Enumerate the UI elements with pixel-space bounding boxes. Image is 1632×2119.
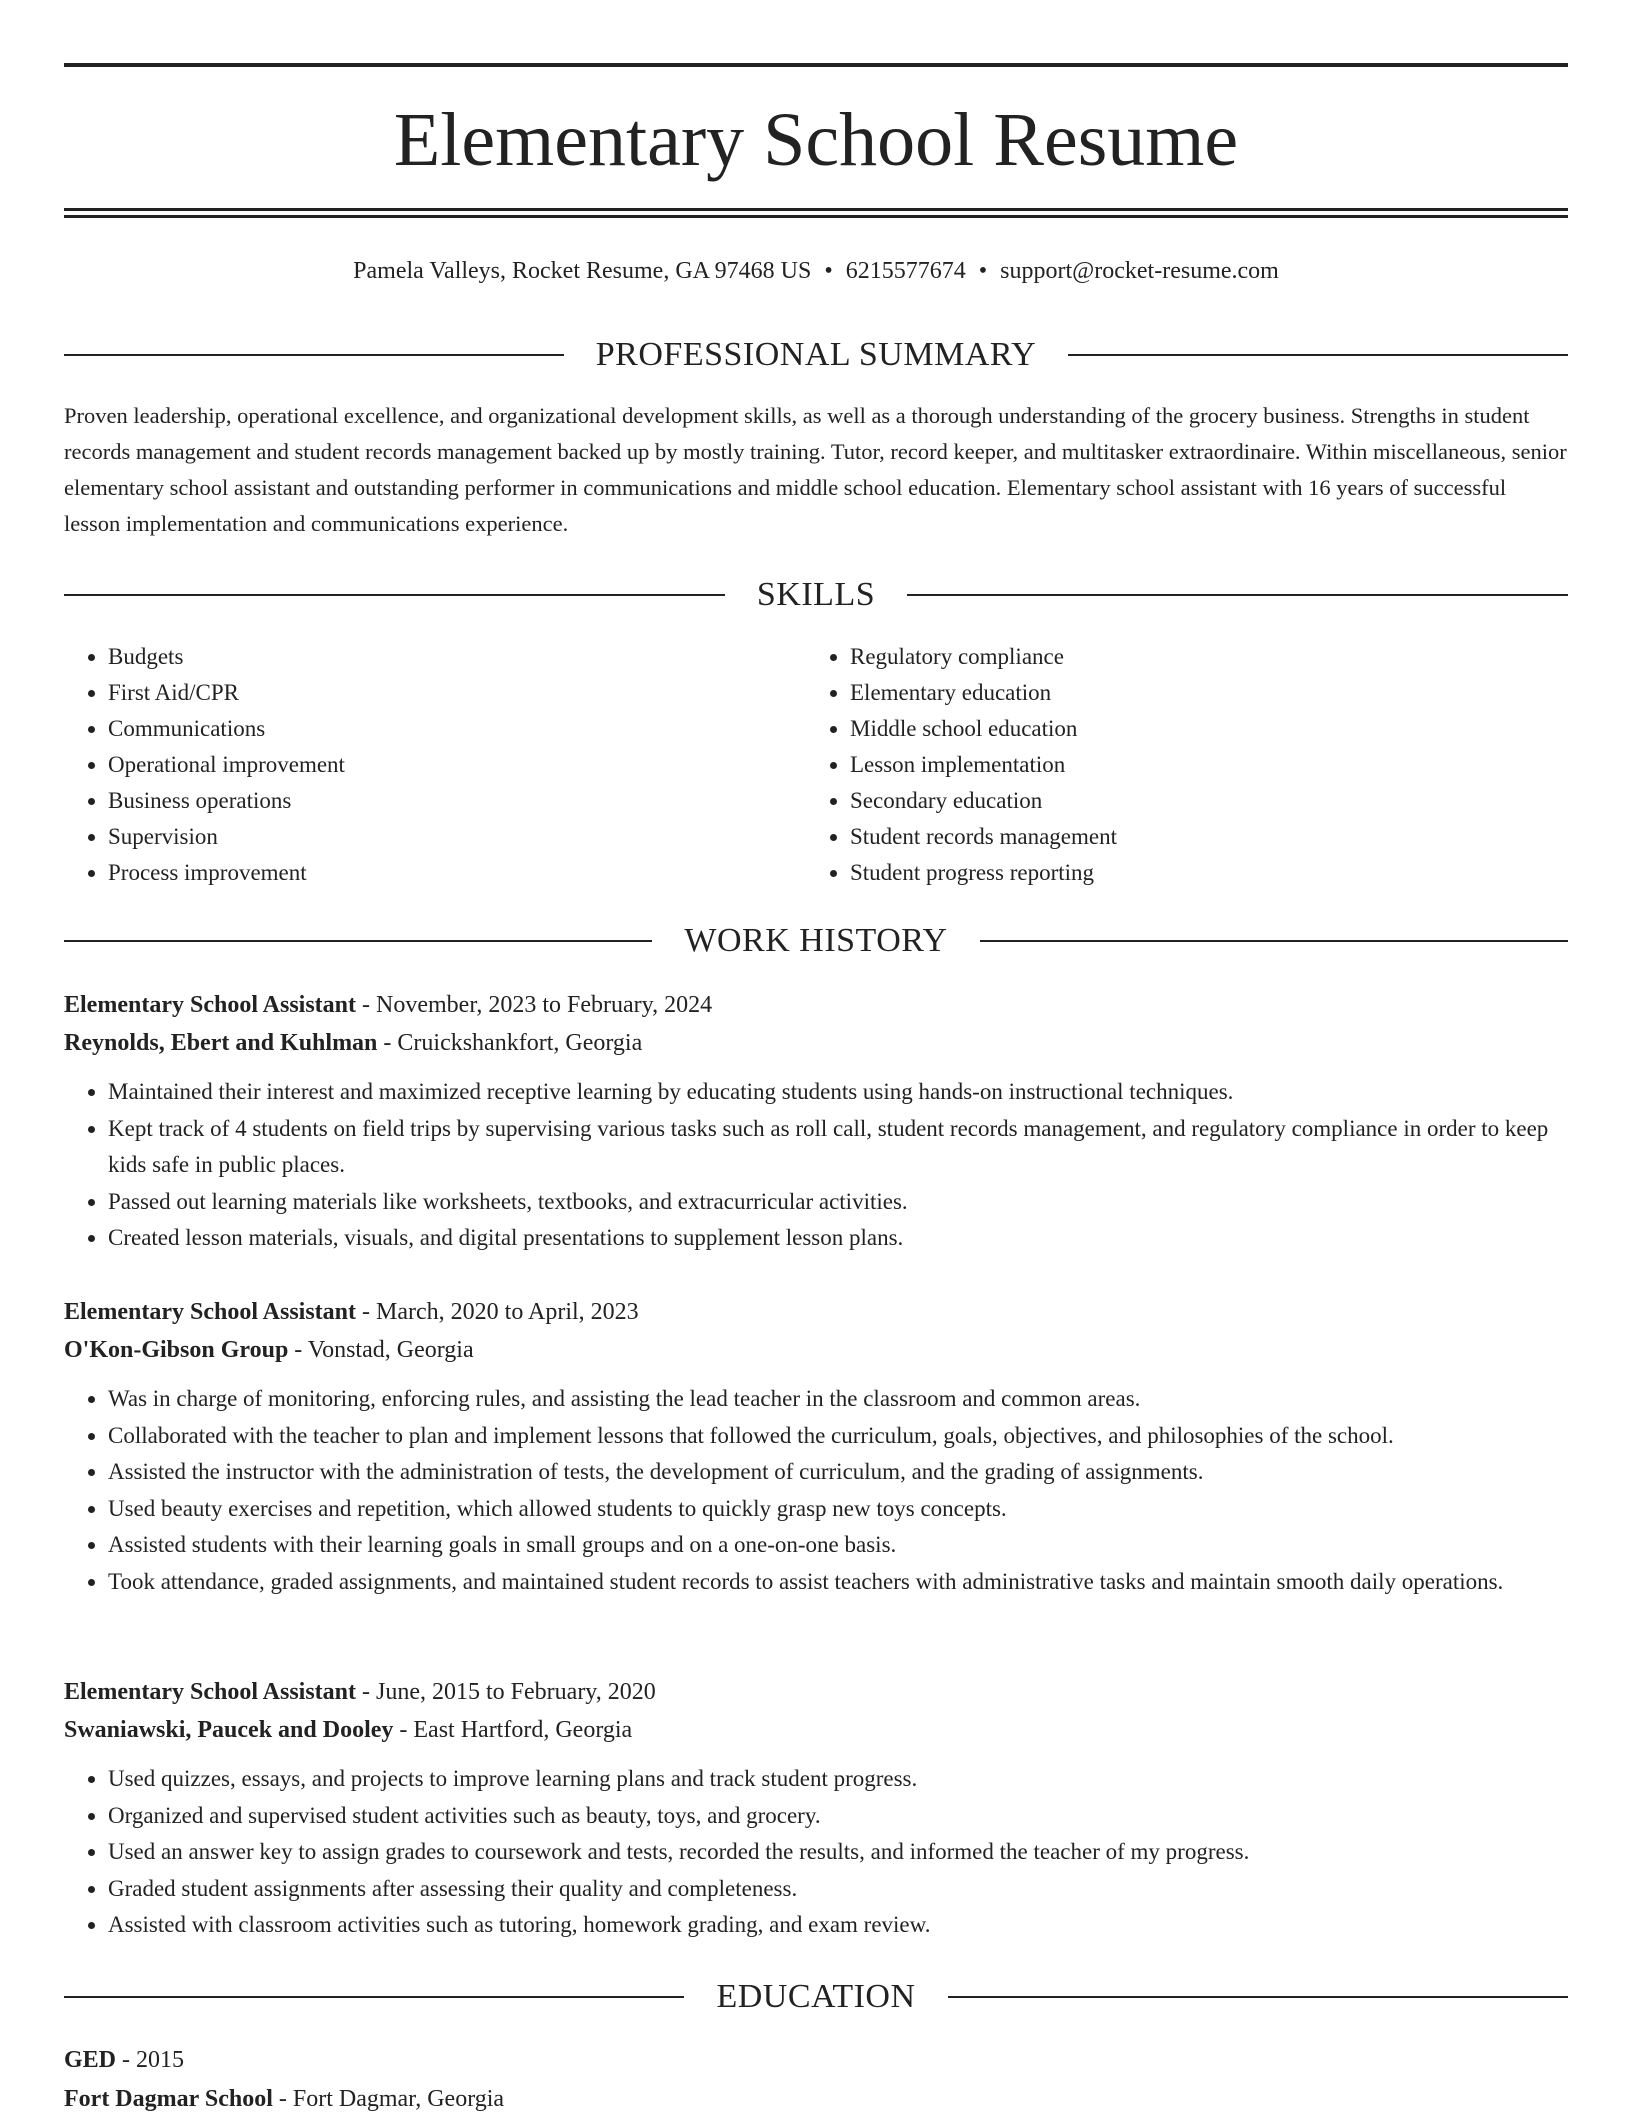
skill-item: • Secondary education xyxy=(850,783,1506,819)
job-bullet: • Used an answer key to assign grades to coursework and tests, recorded the results, and informed the teacher of my progress. xyxy=(108,1834,1568,1871)
job-location: - Vonstad, Georgia xyxy=(288,1337,474,1363)
job-bullet: • Assisted students with their learning goals in small groups and on a one-on-one basis. xyxy=(108,1527,1568,1564)
job-dates: - March, 2020 to April, 2023 xyxy=(356,1299,639,1325)
education-entry xyxy=(64,2041,1568,2119)
skill-item: • Student records management xyxy=(850,819,1506,855)
section-title-summary: PROFESSIONAL SUMMARY xyxy=(595,336,1037,373)
skill-item: • Budgets xyxy=(108,639,764,675)
job-title: Elementary School Assistant xyxy=(64,1679,357,1705)
job-title-row xyxy=(64,986,1568,1024)
job-company-row xyxy=(64,1331,1568,1369)
contact-separator: • xyxy=(978,258,988,284)
education-degree: GED xyxy=(64,2047,117,2073)
skills-column-right xyxy=(806,639,1506,891)
job-bullet: • Organized and supervised student activities such as beauty, toys, and grocery. xyxy=(108,1798,1568,1835)
skills-column-left xyxy=(64,639,764,891)
contact-phone: 6215577674 xyxy=(845,258,966,284)
job-company-row xyxy=(64,1711,1568,1749)
section-title-skills: SKILLS xyxy=(756,576,876,613)
section-title-education: EDUCATION xyxy=(716,1978,916,2015)
education-degree-row xyxy=(64,2041,1568,2080)
job-title: Elementary School Assistant xyxy=(64,992,357,1018)
heading-rule xyxy=(64,354,564,356)
job-title-row xyxy=(64,1293,1568,1331)
job-bullet: • Used quizzes, essays, and projects to improve learning plans and track student progress. xyxy=(108,1761,1568,1798)
education-location: - Fort Dagmar, Georgia xyxy=(272,2086,505,2112)
skill-item: • Business operations xyxy=(108,783,764,819)
section-title-work: WORK HISTORY xyxy=(684,922,948,959)
skill-item: • Lesson implementation xyxy=(850,747,1506,783)
job-bullet: • Maintained their interest and maximized receptive learning by educating students using hands-on instructional techniques. xyxy=(108,1074,1568,1111)
job-bullet: • Passed out learning materials like worksheets, textbooks, and extracurricular activities. xyxy=(108,1184,1568,1221)
education-school-row xyxy=(64,2080,1568,2119)
skill-item: • First Aid/CPR xyxy=(108,675,764,711)
skill-item: • Middle school education xyxy=(850,711,1506,747)
top-rule xyxy=(64,63,1568,67)
education-school: Fort Dagmar School xyxy=(64,2086,273,2112)
job-location: - Cruickshankfort, Georgia xyxy=(377,1030,643,1056)
job-title-row xyxy=(64,1673,1568,1711)
section-heading-education xyxy=(64,1977,1568,2017)
job-entry xyxy=(64,1293,1568,1600)
heading-rule xyxy=(948,1996,1568,1998)
skill-item: • Process improvement xyxy=(108,855,764,891)
skill-item: • Student progress reporting xyxy=(850,855,1506,891)
job-entry xyxy=(64,1673,1568,1944)
job-bullet: • Took attendance, graded assignments, and maintained student records to assist teachers with administrative tasks and maintain smooth daily operations. xyxy=(108,1564,1568,1601)
contact-email: support@rocket-resume.com xyxy=(1000,258,1279,284)
section-heading-skills xyxy=(64,575,1568,615)
heading-rule xyxy=(64,940,652,942)
job-company: Swaniawski, Paucek and Dooley xyxy=(64,1717,394,1743)
job-company-row xyxy=(64,1024,1568,1062)
education-year: - 2015 xyxy=(116,2047,185,2073)
skill-item: • Supervision xyxy=(108,819,764,855)
job-location: - East Hartford, Georgia xyxy=(393,1717,633,1743)
heading-rule xyxy=(64,594,725,596)
contact-separator: • xyxy=(824,258,833,284)
section-heading-work xyxy=(64,921,1568,961)
heading-rule xyxy=(907,594,1568,596)
job-bullet: • Collaborated with the teacher to plan and implement lessons that followed the curriculum, goals, objectives, and philosophies of the school. xyxy=(108,1418,1568,1455)
job-company: O'Kon-Gibson Group xyxy=(64,1337,289,1363)
heading-rule xyxy=(64,1996,684,1998)
job-bullet: • Used beauty exercises and repetition, which allowed students to quickly grasp new toys concepts. xyxy=(108,1491,1568,1528)
job-bullet: • Graded student assignments after assessing their quality and completeness. xyxy=(108,1871,1568,1908)
job-bullet: • Assisted the instructor with the administration of tests, the development of curriculum, and the grading of assignments. xyxy=(108,1454,1568,1491)
job-bullet: • Was in charge of monitoring, enforcing rules, and assisting the lead teacher in the classroom and common areas. xyxy=(108,1381,1568,1418)
job-bullet: • Kept track of 4 students on field trips by supervising various tasks such as roll call, student records management, and regulatory compliance in order to keep kids safe in public places. xyxy=(108,1111,1568,1184)
job-company: Reynolds, Ebert and Kuhlman xyxy=(64,1030,378,1056)
job-dates: - November, 2023 to February, 2024 xyxy=(356,992,713,1018)
job-bullet: • Created lesson materials, visuals, and digital presentations to supplement lesson plans. xyxy=(108,1220,1568,1257)
skill-item: • Regulatory compliance xyxy=(850,639,1506,675)
job-title: Elementary School Assistant xyxy=(64,1299,357,1325)
title-double-rule xyxy=(64,208,1568,218)
section-heading-summary xyxy=(64,335,1568,375)
contact-address: Pamela Valleys, Rocket Resume, GA 97468 US xyxy=(353,258,812,284)
job-dates: - June, 2015 to February, 2020 xyxy=(356,1679,656,1705)
skill-item: • Operational improvement xyxy=(108,747,764,783)
resume-title: Elementary School Resume xyxy=(393,98,1239,182)
job-entry xyxy=(64,986,1568,1257)
summary-text: Proven leadership, operational excellence, and organizational development skills, as well as a thorough understanding of the grocery business. Strengths in student records management and student records management backed up by mostly training. Tutor, record keeper, and multitasker extraordinaire. Within miscellaneous, senior elementary school assistant and outstanding performer in communications and middle school education. Elementary school assistant with 16 years of successful lesson implementation and communications experience. xyxy=(64,403,1567,536)
skill-item: • Communications xyxy=(108,711,764,747)
heading-rule xyxy=(1068,354,1568,356)
heading-rule xyxy=(980,940,1568,942)
skill-item: • Elementary education xyxy=(850,675,1506,711)
job-bullet: • Assisted with classroom activities such as tutoring, homework grading, and exam review. xyxy=(108,1907,1568,1944)
contact-line xyxy=(64,254,1568,288)
